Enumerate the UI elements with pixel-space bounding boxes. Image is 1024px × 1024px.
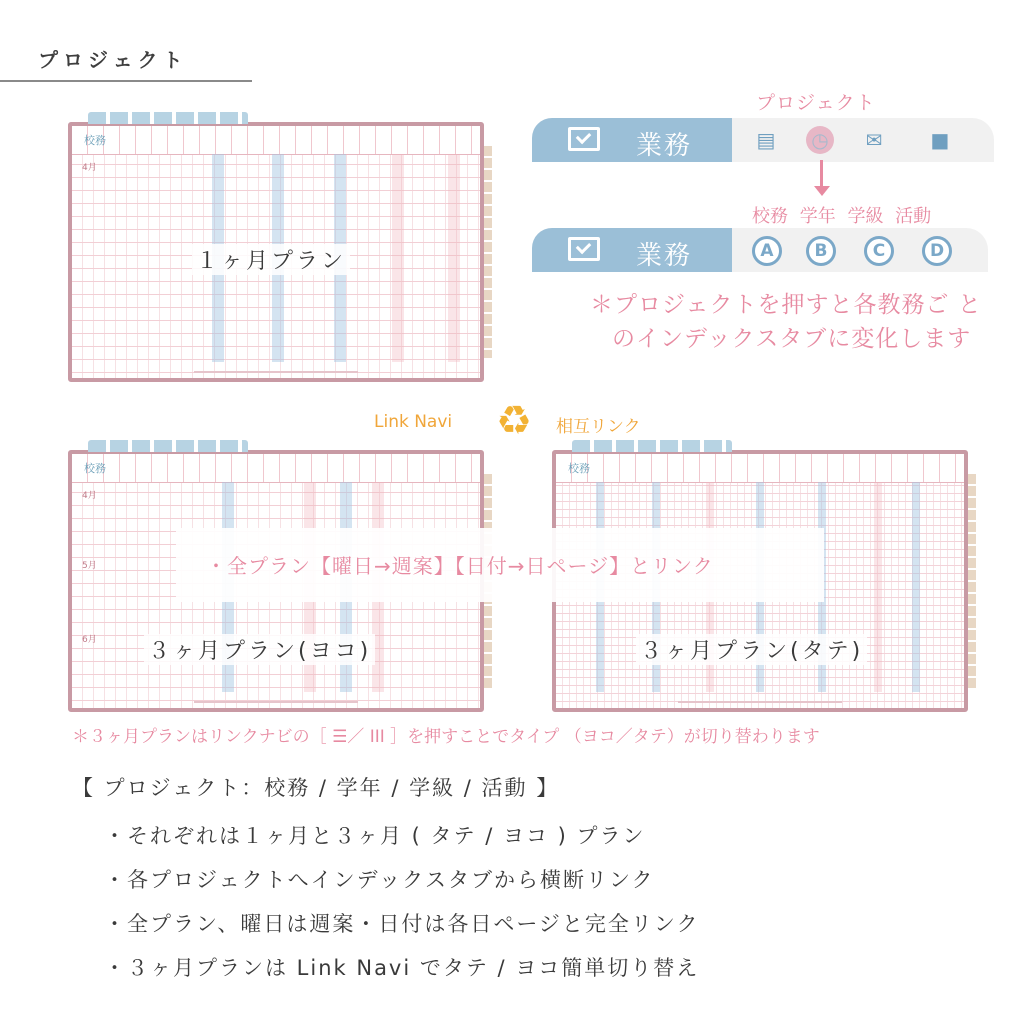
tab-change-note (590, 288, 982, 356)
three-month-yoko-caption: ３ヶ月プラン(ヨコ) (144, 634, 375, 665)
checkbox-icon (568, 237, 600, 261)
planner-header (72, 126, 480, 155)
planner-tab-row (88, 440, 248, 452)
month-label: 6月 (82, 635, 97, 645)
task-tab[interactable] (532, 118, 732, 162)
holiday-column (392, 154, 404, 362)
task-tab[interactable] (532, 228, 732, 272)
arrow-head-icon (814, 186, 830, 196)
folder-icon[interactable]: ■ (930, 128, 950, 152)
school-label: 校務 (84, 462, 106, 475)
three-month-tate-caption: ３ヶ月プラン(タテ) (636, 634, 867, 665)
link-banner (176, 528, 824, 602)
recycle-link-icon: ♻ (496, 398, 532, 444)
summary-bullet: ・３ヶ月プランは Link Navi でタテ / ヨコ簡単切り替え (104, 956, 700, 980)
tab-c-icon[interactable]: C (864, 236, 894, 266)
tab-d-icon[interactable]: D (922, 236, 952, 266)
school-label: 校務 (568, 462, 590, 475)
planner-footnote (556, 699, 964, 705)
summary-bullet: ・各プロジェクトへインデックスタブから横断リンク (104, 868, 655, 892)
task-tab-label: 業務 (636, 131, 693, 161)
summary-bullet: ・全プラン、曜日は週案・日付は各日ページと完全リンク (104, 912, 700, 936)
planner-header (72, 454, 480, 483)
project-caption: プロジェクト (756, 92, 876, 114)
mutual-link-label: 相互リンク (556, 417, 641, 437)
planner-tab-row (572, 440, 732, 452)
planner-tab-row (88, 112, 248, 124)
side-index (484, 146, 492, 358)
weekend-column (912, 482, 920, 692)
page-title: プロジェクト (38, 48, 188, 72)
chat-icon[interactable]: ✉ (865, 128, 883, 152)
tab-b-icon[interactable]: B (806, 236, 836, 266)
link-navi-label: Link Navi (374, 412, 453, 432)
category-tab-strip (532, 228, 988, 272)
holiday-column (448, 154, 460, 362)
tab-change-note-line: のインデックスタブに変化します (612, 326, 972, 352)
tab-change-note-line: ＊プロジェクトを押すと各教務ご と (590, 292, 982, 318)
title-divider (0, 80, 252, 82)
checkbox-icon (568, 127, 600, 151)
school-label: 校務 (84, 134, 106, 147)
month-label: 4月 (82, 491, 97, 501)
link-banner-text: ・全プラン【曜日→週案】【日付→日ページ】とリンク (206, 554, 714, 578)
tab-a-icon[interactable]: A (752, 236, 782, 266)
switch-note: ＊３ヶ月プランはリンクナビの［ ☰／ III ］を押すことでタイプ （ヨコ／タテ）が切り替わります (72, 727, 820, 747)
project-tab-strip (532, 118, 994, 162)
summary-title: 【 プロジェクト：校務 / 学年 / 学級 / 活動 】 (72, 776, 560, 800)
month-label: 4月 (82, 163, 97, 173)
side-index (968, 474, 976, 688)
summary-bullet: ・それぞれは１ヶ月と３ヶ月 ( タテ / ヨコ ) プラン (104, 824, 646, 848)
project-clock-icon[interactable]: ◷ (806, 126, 834, 154)
planner-footnote (72, 699, 480, 705)
planner-header (556, 454, 964, 483)
one-month-plan-caption: １ヶ月プラン (192, 244, 350, 275)
month-label: 5月 (82, 561, 97, 571)
planner-footnote (72, 369, 480, 375)
task-tab-label: 業務 (636, 241, 693, 271)
category-labels: 校務 学年 学級 活動 (752, 206, 932, 227)
document-icon[interactable]: ▤ (756, 128, 776, 152)
holiday-column (874, 482, 882, 692)
